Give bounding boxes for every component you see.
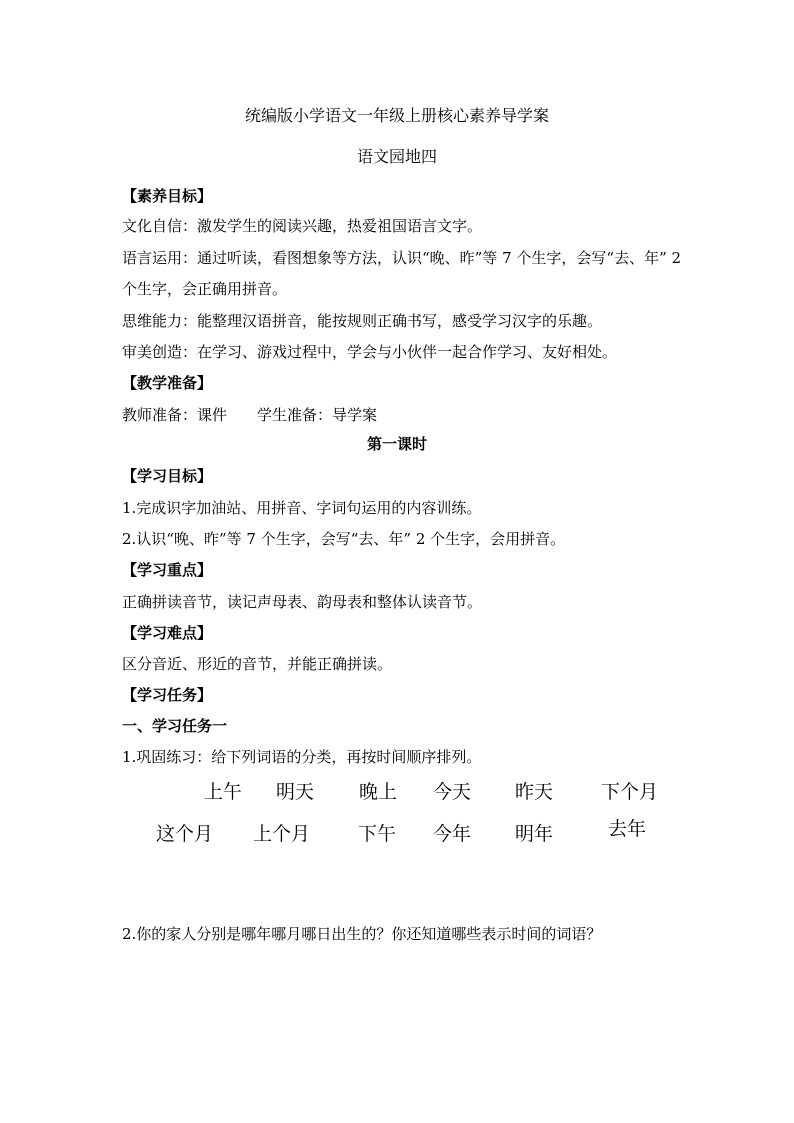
word-item: 明年 — [515, 823, 554, 845]
goal-aesthetic: 审美创造：在学习、游戏过程中，学会与小伙伴一起合作学习、友好相处。 — [122, 343, 618, 361]
word-item: 上午 — [204, 781, 243, 803]
lesson-title: 第一课时 — [366, 435, 427, 453]
prep-text: 教师准备：课件 学生准备：导学案 — [122, 406, 378, 424]
document-subtitle: 语文园地四 — [356, 147, 437, 166]
section-heading-prep: 【教学准备】 — [122, 374, 213, 392]
word-item: 今年 — [433, 823, 472, 845]
word-item: 下午 — [358, 823, 397, 845]
document-title: 统编版小学语文一年级上册核心素养导学案 — [244, 106, 549, 125]
goal-language-cont: 个生字，会正确用拼音。 — [122, 280, 288, 298]
word-item: 晚上 — [359, 781, 398, 803]
section-heading-difficulty: 【学习难点】 — [122, 624, 213, 642]
objective-item-1: 1.完成识字加油站、用拼音、字词句运用的内容训练。 — [122, 499, 482, 517]
question-1: 1.巩固练习：给下列词语的分类，再按时间顺序排列。 — [122, 748, 482, 766]
word-item: 上个月 — [253, 823, 311, 845]
objective-item-2: 2.认识“晚、昨”等 7 个生字，会写“去、年” 2 个生字，会用拼音。 — [122, 530, 566, 548]
goal-culture: 文化自信：激发学生的阅读兴趣，热爱祖国语言文字。 — [122, 217, 483, 235]
task-one-heading: 一、学习任务一 — [122, 717, 228, 735]
word-item: 下个月 — [601, 781, 659, 803]
word-item: 今天 — [433, 781, 472, 803]
word-item: 昨天 — [515, 781, 554, 803]
word-item: 明天 — [276, 781, 315, 803]
question-2: 2.你的家人分别是哪年哪月哪日出生的？你还知道哪些表示时间的词语？ — [122, 925, 602, 943]
focus-text: 正确拼读音节，读记声母表、韵母表和整体认读音节。 — [122, 593, 483, 611]
section-heading-objectives: 【学习目标】 — [122, 467, 213, 485]
goal-language: 语言运用：通过听读，看图想象等方法，认识“晚、昨”等 7 个生字，会写“去、年” 2 — [122, 249, 682, 267]
section-heading-goals: 【素养目标】 — [122, 187, 213, 205]
word-item: 去年 — [608, 818, 647, 840]
difficulty-text: 区分音近、形近的音节，并能正确拼读。 — [122, 655, 393, 673]
goal-thinking: 思维能力：能整理汉语拼音，能按规则正确书写，感受学习汉字的乐趣。 — [122, 312, 603, 330]
word-item: 这个月 — [156, 823, 214, 845]
section-heading-tasks: 【学习任务】 — [122, 686, 213, 704]
section-heading-focus: 【学习重点】 — [122, 561, 213, 579]
